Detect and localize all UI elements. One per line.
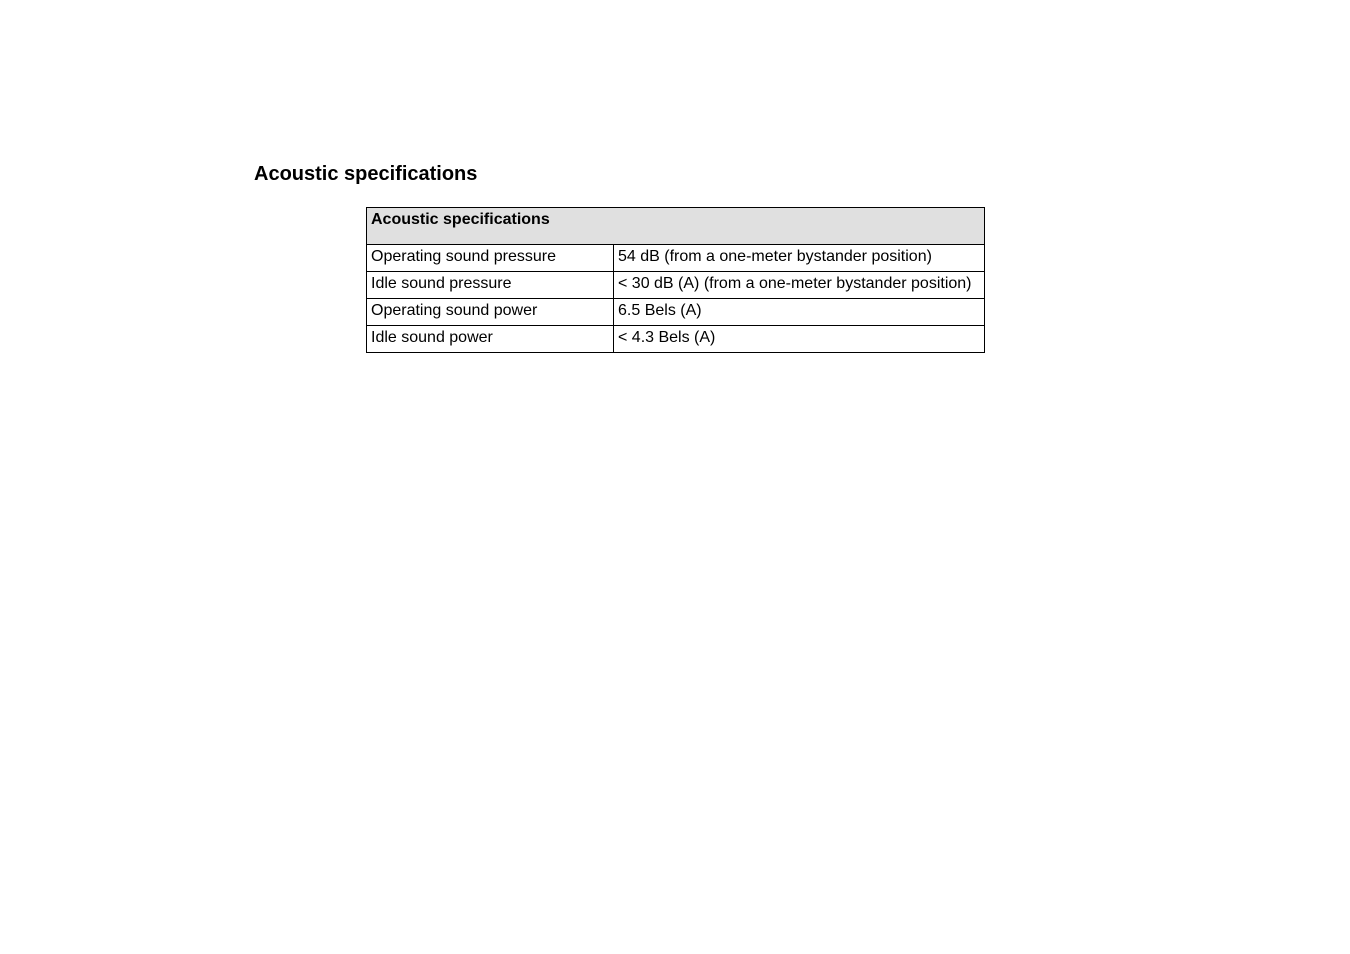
spec-label: Operating sound power bbox=[367, 299, 614, 326]
section-heading: Acoustic specifications bbox=[254, 163, 478, 185]
spec-value: 54 dB (from a one-meter bystander position) bbox=[614, 245, 985, 272]
spec-value: < 4.3 Bels (A) bbox=[614, 326, 985, 353]
spec-value: 6.5 Bels (A) bbox=[614, 299, 985, 326]
spec-label: Operating sound pressure bbox=[367, 245, 614, 272]
table-row bbox=[367, 299, 985, 326]
table-header-cell: Acoustic specifications bbox=[367, 208, 985, 245]
table-header-row bbox=[367, 208, 985, 245]
table-row bbox=[367, 326, 985, 353]
spec-label: Idle sound pressure bbox=[367, 272, 614, 299]
table-row bbox=[367, 245, 985, 272]
acoustic-specifications-table bbox=[366, 207, 985, 353]
spec-value: < 30 dB (A) (from a one-meter bystander position) bbox=[614, 272, 985, 299]
table-row bbox=[367, 272, 985, 299]
spec-label: Idle sound power bbox=[367, 326, 614, 353]
